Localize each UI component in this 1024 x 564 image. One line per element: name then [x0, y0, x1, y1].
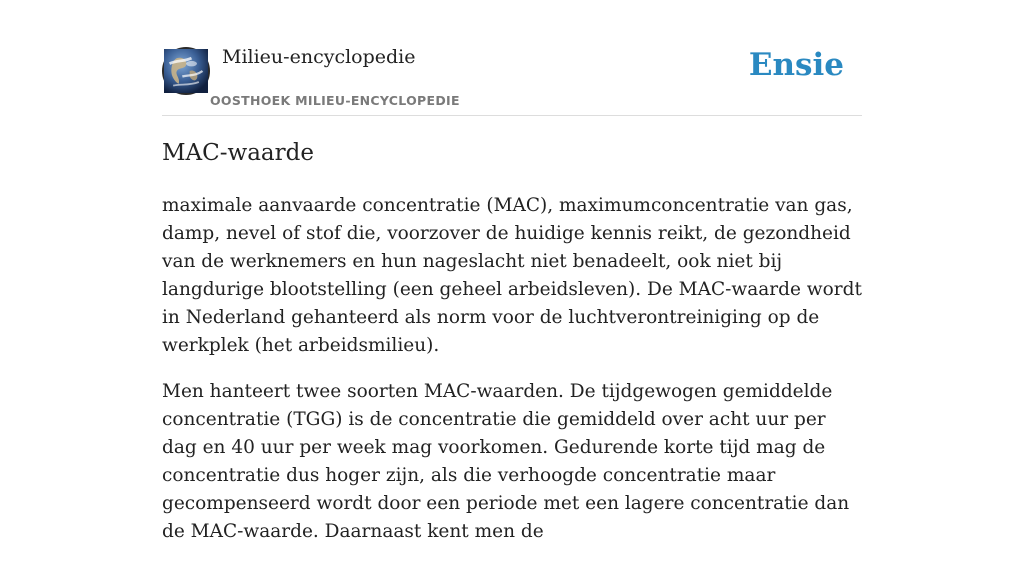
page	[162, 0, 862, 542]
article-body	[162, 192, 862, 564]
ensie-logo[interactable]: Ensie	[748, 47, 844, 83]
article-title: MAC-waarde	[162, 140, 314, 166]
site-header	[162, 0, 862, 116]
earth-globe-icon[interactable]	[162, 47, 210, 95]
site-subtitle: OOSTHOEK MILIEU-ENCYCLOPEDIE	[210, 93, 460, 108]
article-paragraph: maximale aanvaarde concentratie (MAC), maximumconcentratie van gas, damp, nevel of stof die, voorzover de huidige kennis reikt, de gezondheid van de werknemers en hun nageslacht niet benadeelt, ook niet bij langdurige blootstelling (een geheel arbeidsleven). De MAC-waarde wordt in Nederland gehanteerd als norm voor de luchtverontreiniging op de werkplek (het arbeidsmilieu).	[162, 195, 862, 356]
site-title[interactable]: Milieu-encyclopedie	[222, 46, 416, 68]
article-paragraph: Men hanteert twee soorten MAC-waarden. De tijdgewogen gemiddelde concentratie (TGG) is de concentratie die gemiddeld over acht uur per dag en 40 uur per week mag voorkomen. Gedurende korte tijd mag de concentratie dus hoger zijn, als die verhoogde concentratie maar gecompenseerd wordt door een periode met een lagere concentratie dan de MAC-waarde. Daarnaast kent men de	[162, 381, 850, 542]
